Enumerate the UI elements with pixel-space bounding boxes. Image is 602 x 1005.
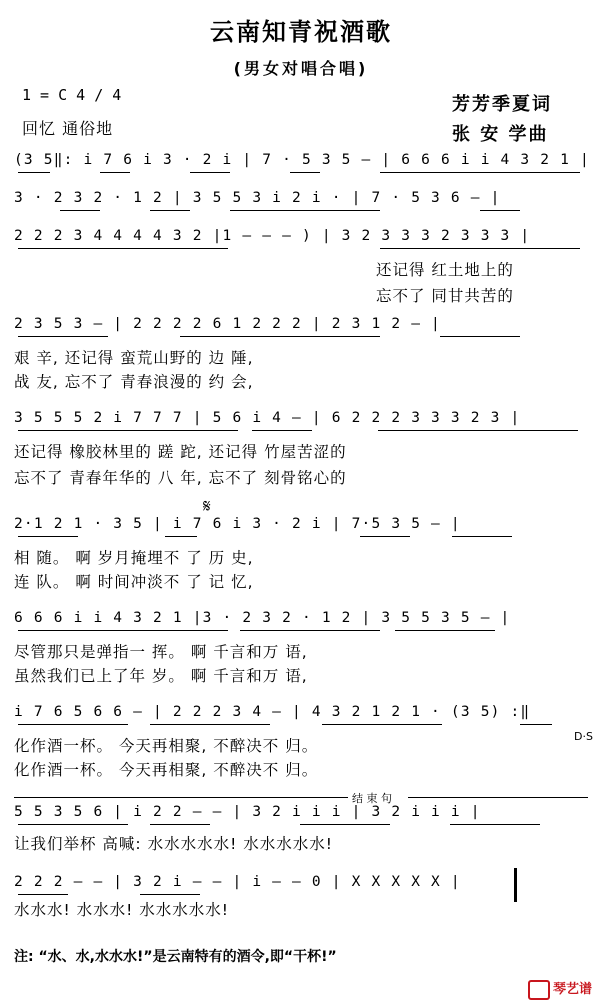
ds-mark: D·S <box>574 730 593 743</box>
score-row-4-lyrics-1: 艰 辛, 还记得 蛮荒山野的 边 陲, <box>14 349 254 367</box>
score-row-1-notes: (3 5‖: i 7 6 i 3 · 2 i | 7 · 5 3 5 — | 6 6 6 i i 4 3 2 1 | <box>14 152 590 168</box>
lyricist-credit: 芳芳季夏词 <box>452 94 552 115</box>
score-row-8-lyrics-2: 化作酒一杯。 今天再相聚, 不醉决不 归。 <box>14 761 319 779</box>
score-row-7-notes: 6 6 6 i i 4 3 2 1 |3 · 2 3 2 · 1 2 | 3 5 5 3 5 — | <box>14 610 511 626</box>
logo-icon <box>528 980 550 1000</box>
composer-credit: 张 安 学曲 <box>452 124 549 145</box>
score-row-8-lyrics-1: 化作酒一杯。 今天再相聚, 不醉决不 归。 <box>14 737 319 755</box>
score-row-8-notes: i 7 6 5 6 6 — | 2 2 2 3 4 — | 4 3 2 1 2 1 · (3 5) :‖ <box>14 704 531 720</box>
score-row-3-notes: 2 2 2 3 4 4 4 4 3 2 |1 — — — ) | 3 2 3 3 3 2 3 3 3 | <box>14 228 531 244</box>
watermark-logo <box>528 978 592 1000</box>
score-row-5-lyrics-2: 忘不了 青春年华的 八 年, 忘不了 刻骨铭心的 <box>14 469 347 487</box>
score-row-7-lyrics-1: 尽管那只是弹指一 挥。 啊 千言和万 语, <box>14 643 308 661</box>
score-row-3-lyrics-1: 还记得 红土地上的 <box>376 261 514 279</box>
score-row-9-notes: 5 5 3 5 6 | i 2 2 — — | 3 2 i i i | 3 2 i i i | <box>14 804 481 820</box>
score-row-2-notes: 3 · 2 3 2 · 1 2 | 3 5 5 3 i 2 i · | 7 · 5 3 6 — | <box>14 190 501 206</box>
tempo-mark: 回忆 通俗地 <box>22 119 114 138</box>
score-row-5-lyrics-1: 还记得 橡胶林里的 蹉 跎, 还记得 竹屋苦涩的 <box>14 443 347 461</box>
score-row-4-notes: 2 3 5 3 — | 2 2 2 2 6 1 2 2 2 | 2 3 1 2 — | <box>14 316 441 332</box>
score-row-10-notes: 2 2 2 — — | 3 2 i — — | i — — 0 | X X X X X | <box>14 874 461 890</box>
song-subtitle: (男女对唱合唱) <box>233 59 369 78</box>
score-row-3-lyrics-2: 忘不了 同甘共苦的 <box>376 287 514 305</box>
score-row-9-lyrics-1: 让我们举杯 高喊: 水水水水水! 水水水水水! <box>14 835 333 853</box>
score-row-5-notes: 3 5 5 5 2 i 7 7 7 | 5 6 i 4 — | 6 2 2 2 3 3 3 2 3 | <box>14 410 521 426</box>
score-row-4-lyrics-2: 战 友, 忘不了 青春浪漫的 约 会, <box>14 373 254 391</box>
watermark-text: 琴艺谱 <box>553 982 593 997</box>
ending-label: 结 束 句 <box>352 792 392 805</box>
score-row-7-lyrics-2: 虽然我们已上了年 岁。 啊 千言和万 语, <box>14 667 308 685</box>
score-row-10-lyrics-1: 水水水! 水水水! 水水水水水! <box>14 901 229 919</box>
score-row-6-lyrics-2: 连 队。 啊 时间冲淡不 了 记 忆, <box>14 573 254 591</box>
footnote: 注: “水、水,水水水!”是云南特有的酒令,即“干杯!” <box>14 949 337 965</box>
segno-mark: 𝄋 <box>203 496 211 517</box>
score-row-6-notes: 2·1 2 1 · 3 5 | i 7 6 i 3 · 2 i | 7·5 3 5 — | <box>14 516 461 532</box>
key-signature: 1 = C 4 / 4 <box>22 86 122 104</box>
score-row-6-lyrics-1: 相 随。 啊 岁月掩埋不 了 历 史, <box>14 549 254 567</box>
song-title: 云南知青祝酒歌 <box>210 18 392 46</box>
